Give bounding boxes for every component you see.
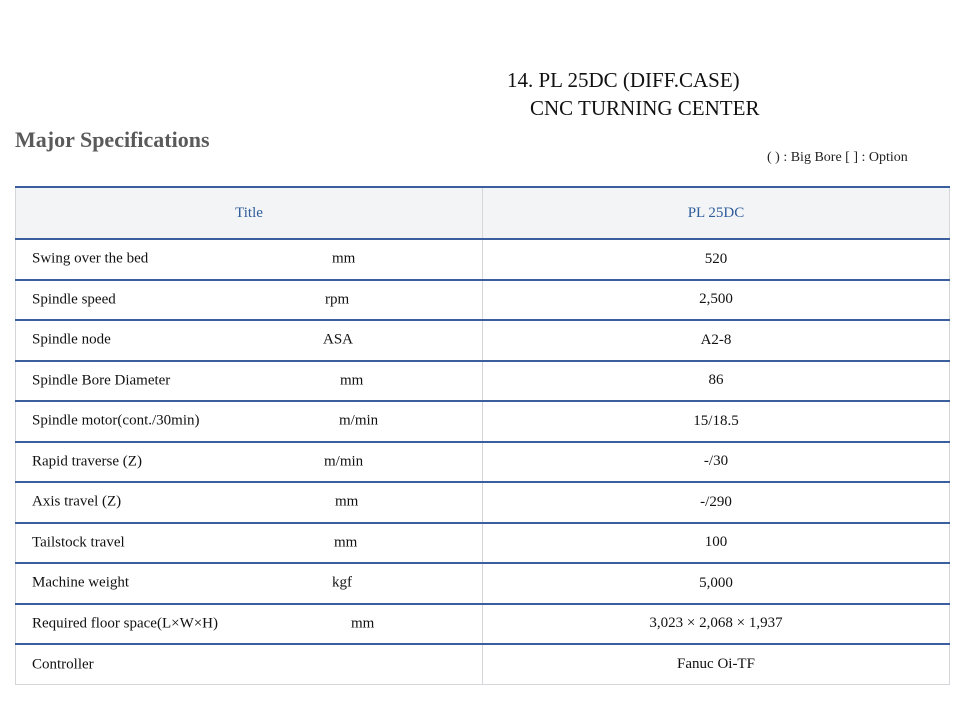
spec-item-name: Spindle speed (32, 291, 116, 308)
section-heading: Major Specifications (15, 127, 210, 152)
table-row (16, 401, 950, 442)
column-header-title: Title (16, 187, 483, 239)
spec-item-name: Controller (32, 656, 94, 672)
spec-item-name: Swing over the bed (32, 250, 149, 267)
table-row (16, 361, 950, 402)
spec-item-cell (16, 320, 483, 361)
spec-item-name: Spindle node (32, 331, 111, 348)
spec-value: 86 (483, 361, 950, 402)
table-header-row (16, 187, 950, 239)
spec-item-cell (16, 442, 483, 483)
spec-item-name: Spindle Bore Diameter (32, 372, 171, 389)
spec-item-unit: mm (335, 493, 359, 510)
document-title-line1: 14. PL 25DC (DIFF.CASE) (507, 68, 740, 92)
spec-item-unit: m/min (324, 453, 364, 470)
spec-item-unit: mm (351, 615, 375, 632)
table-row (16, 442, 950, 483)
spec-item-unit: mm (340, 372, 364, 389)
column-header-model: PL 25DC (483, 187, 950, 239)
spec-item-name: Axis travel (Z) (32, 493, 122, 510)
spec-item-unit: mm (332, 250, 356, 267)
spec-item-unit: m/min (339, 412, 379, 429)
specifications-table (15, 186, 950, 685)
spec-item-name: Spindle motor(cont./30min) (32, 412, 200, 429)
spec-item-unit: mm (334, 534, 358, 551)
spec-item-cell (16, 523, 483, 564)
spec-item-name: Machine weight (32, 574, 130, 591)
spec-value: 2,500 (483, 280, 950, 321)
spec-value: Fanuc Oi-TF (483, 644, 950, 685)
spec-item-cell (16, 604, 483, 645)
legend-note: ( ) : Big Bore [ ] : Option (767, 150, 908, 165)
table-row (16, 320, 950, 361)
table-row (16, 482, 950, 523)
spec-value: 520 (483, 239, 950, 280)
table-row (16, 280, 950, 321)
spec-item-cell (16, 563, 483, 604)
spec-item-cell (16, 644, 483, 685)
spec-value: 100 (483, 523, 950, 564)
spec-item-name: Required floor space(L×W×H) (32, 615, 219, 632)
spec-value: 3,023 × 2,068 × 1,937 (483, 604, 950, 645)
spec-value: 5,000 (483, 563, 950, 604)
spec-item-cell (16, 361, 483, 402)
table-row (16, 644, 950, 685)
spec-item-unit: ASA (323, 331, 354, 348)
spec-item-cell (16, 239, 483, 280)
spec-item-cell (16, 280, 483, 321)
document-title-line2: CNC TURNING CENTER (530, 96, 760, 120)
table-row (16, 563, 950, 604)
spec-value: A2-8 (483, 320, 950, 361)
spec-item-name: Tailstock travel (32, 534, 125, 551)
spec-item-name: Rapid traverse (Z) (32, 453, 142, 470)
table-row (16, 523, 950, 564)
spec-value: -/290 (483, 482, 950, 523)
spec-item-cell (16, 482, 483, 523)
spec-item-unit: rpm (325, 291, 350, 308)
document-title (507, 66, 759, 122)
spec-item-cell (16, 401, 483, 442)
spec-value: 15/18.5 (483, 401, 950, 442)
spec-value: -/30 (483, 442, 950, 483)
spec-item-unit: kgf (332, 574, 352, 591)
table-row (16, 239, 950, 280)
table-row (16, 604, 950, 645)
